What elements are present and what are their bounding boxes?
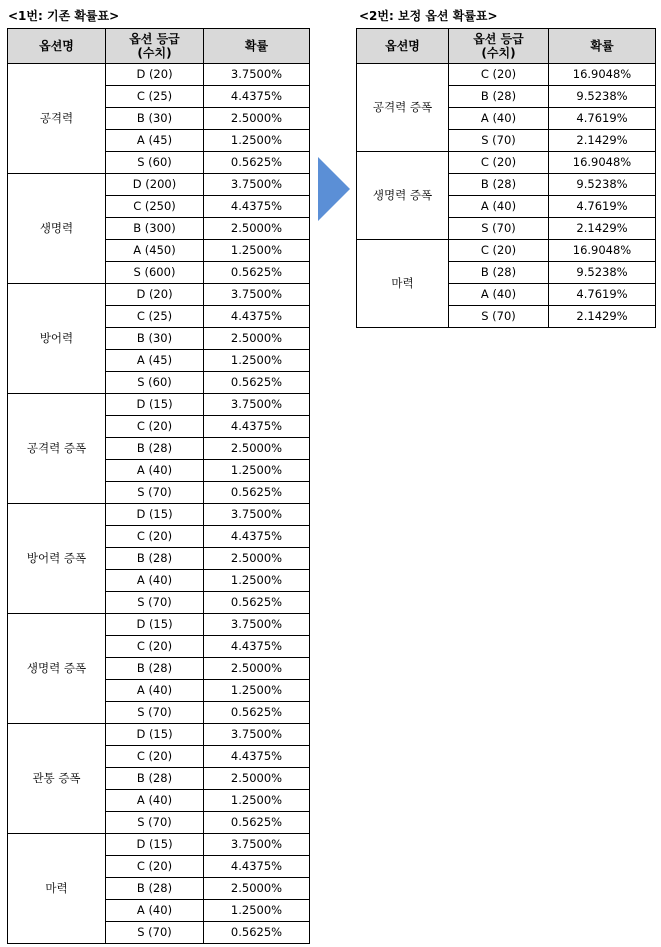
- option-grade-cell: A (40): [106, 900, 204, 922]
- option-grade-cell: D (15): [106, 724, 204, 746]
- probability-cell: 2.1429%: [549, 218, 656, 240]
- probability-cell: 1.2500%: [204, 460, 310, 482]
- option-grade-cell: S (60): [106, 372, 204, 394]
- option-name-cell: 마력: [357, 240, 449, 328]
- option-grade-cell: B (28): [106, 548, 204, 570]
- header-option-grade: 옵션 등급 (수치): [106, 29, 204, 64]
- option-grade-cell: A (40): [106, 460, 204, 482]
- option-grade-cell: C (20): [106, 416, 204, 438]
- option-grade-cell: A (40): [449, 108, 549, 130]
- table-row: [357, 64, 656, 86]
- option-grade-cell: B (28): [449, 262, 549, 284]
- probability-cell: 3.7500%: [204, 504, 310, 526]
- probability-cell: 1.2500%: [204, 570, 310, 592]
- probability-cell: 9.5238%: [549, 174, 656, 196]
- probability-cell: 3.7500%: [204, 174, 310, 196]
- probability-cell: 0.5625%: [204, 152, 310, 174]
- probability-cell: 4.4375%: [204, 856, 310, 878]
- option-grade-cell: B (28): [106, 768, 204, 790]
- table-header-row: [8, 29, 310, 64]
- option-grade-cell: D (15): [106, 504, 204, 526]
- option-grade-cell: A (450): [106, 240, 204, 262]
- probability-cell: 2.5000%: [204, 438, 310, 460]
- probability-cell: 0.5625%: [204, 812, 310, 834]
- option-name-cell: 공격력 증폭: [8, 394, 106, 504]
- option-grade-cell: A (40): [106, 680, 204, 702]
- table-row: [8, 614, 310, 636]
- probability-cell: 4.7619%: [549, 284, 656, 306]
- table-row: [8, 174, 310, 196]
- option-grade-cell: B (28): [449, 174, 549, 196]
- table-row: [8, 394, 310, 416]
- probability-cell: 0.5625%: [204, 372, 310, 394]
- option-name-cell: 관통 증폭: [8, 724, 106, 834]
- header-option-name: 옵션명: [8, 29, 106, 64]
- probability-cell: 1.2500%: [204, 350, 310, 372]
- probability-cell: 0.5625%: [204, 922, 310, 944]
- option-grade-cell: S (70): [106, 922, 204, 944]
- option-grade-cell: A (40): [449, 284, 549, 306]
- option-grade-cell: S (70): [106, 702, 204, 724]
- option-grade-cell: A (40): [449, 196, 549, 218]
- probability-cell: 1.2500%: [204, 790, 310, 812]
- probability-cell: 0.5625%: [204, 262, 310, 284]
- option-grade-cell: C (20): [106, 636, 204, 658]
- option-grade-cell: D (200): [106, 174, 204, 196]
- probability-cell: 4.4375%: [204, 416, 310, 438]
- option-grade-cell: D (20): [106, 64, 204, 86]
- probability-cell: 16.9048%: [549, 152, 656, 174]
- option-grade-cell: B (28): [106, 438, 204, 460]
- option-name-cell: 생명력 증폭: [8, 614, 106, 724]
- table-row: [8, 834, 310, 856]
- header-probability: 확률: [549, 29, 656, 64]
- option-grade-cell: C (20): [449, 152, 549, 174]
- probability-cell: 9.5238%: [549, 262, 656, 284]
- probability-cell: 2.5000%: [204, 328, 310, 350]
- option-grade-cell: D (15): [106, 834, 204, 856]
- probability-cell: 0.5625%: [204, 482, 310, 504]
- probability-cell: 3.7500%: [204, 724, 310, 746]
- probability-cell: 4.4375%: [204, 526, 310, 548]
- option-grade-cell: S (70): [449, 306, 549, 328]
- probability-cell: 16.9048%: [549, 64, 656, 86]
- option-grade-cell: D (15): [106, 394, 204, 416]
- option-grade-cell: C (25): [106, 86, 204, 108]
- option-grade-cell: B (28): [449, 86, 549, 108]
- option-grade-cell: C (20): [106, 526, 204, 548]
- option-grade-cell: B (30): [106, 108, 204, 130]
- option-grade-cell: C (20): [449, 64, 549, 86]
- probability-cell: 0.5625%: [204, 702, 310, 724]
- table-header-row: [357, 29, 656, 64]
- option-grade-cell: A (40): [106, 790, 204, 812]
- adjusted-probability-table: [356, 28, 656, 328]
- probability-cell: 4.4375%: [204, 746, 310, 768]
- option-grade-cell: S (70): [449, 130, 549, 152]
- table-row: [8, 284, 310, 306]
- option-grade-cell: S (70): [449, 218, 549, 240]
- option-grade-cell: B (28): [106, 878, 204, 900]
- option-name-cell: 생명력 증폭: [357, 152, 449, 240]
- table2-title: <2번: 보정 옵션 확률표>: [359, 9, 498, 23]
- option-grade-cell: B (28): [106, 658, 204, 680]
- probability-cell: 16.9048%: [549, 240, 656, 262]
- probability-cell: 2.1429%: [549, 130, 656, 152]
- option-grade-cell: D (15): [106, 614, 204, 636]
- probability-cell: 9.5238%: [549, 86, 656, 108]
- option-name-cell: 공격력: [8, 64, 106, 174]
- option-grade-cell: C (250): [106, 196, 204, 218]
- option-grade-cell: C (20): [106, 856, 204, 878]
- arrow-right-icon: [318, 157, 350, 221]
- probability-cell: 1.2500%: [204, 680, 310, 702]
- probability-cell: 1.2500%: [204, 900, 310, 922]
- probability-cell: 1.2500%: [204, 240, 310, 262]
- option-grade-cell: B (30): [106, 328, 204, 350]
- table-row: [8, 504, 310, 526]
- option-grade-cell: C (25): [106, 306, 204, 328]
- option-grade-cell: C (20): [449, 240, 549, 262]
- option-grade-cell: A (45): [106, 130, 204, 152]
- probability-cell: 3.7500%: [204, 394, 310, 416]
- table-row: [8, 724, 310, 746]
- header-probability: 확률: [204, 29, 310, 64]
- header-option-name: 옵션명: [357, 29, 449, 64]
- probability-cell: 3.7500%: [204, 284, 310, 306]
- table-row: [357, 240, 656, 262]
- option-name-cell: 마력: [8, 834, 106, 944]
- probability-cell: 3.7500%: [204, 64, 310, 86]
- probability-cell: 0.5625%: [204, 592, 310, 614]
- option-grade-cell: S (60): [106, 152, 204, 174]
- option-grade-cell: B (300): [106, 218, 204, 240]
- option-grade-cell: S (600): [106, 262, 204, 284]
- option-name-cell: 공격력 증폭: [357, 64, 449, 152]
- option-grade-cell: S (70): [106, 812, 204, 834]
- probability-cell: 4.7619%: [549, 196, 656, 218]
- probability-cell: 1.2500%: [204, 130, 310, 152]
- probability-cell: 2.5000%: [204, 768, 310, 790]
- option-grade-cell: S (70): [106, 482, 204, 504]
- table1-title: <1번: 기존 확률표>: [8, 9, 120, 23]
- probability-cell: 2.5000%: [204, 108, 310, 130]
- table-row: [8, 64, 310, 86]
- probability-cell: 2.5000%: [204, 548, 310, 570]
- probability-cell: 4.4375%: [204, 86, 310, 108]
- probability-cell: 2.1429%: [549, 306, 656, 328]
- probability-cell: 2.5000%: [204, 878, 310, 900]
- probability-cell: 3.7500%: [204, 614, 310, 636]
- option-name-cell: 방어력: [8, 284, 106, 394]
- base-probability-table: [7, 28, 310, 944]
- option-grade-cell: A (45): [106, 350, 204, 372]
- option-name-cell: 생명력: [8, 174, 106, 284]
- header-option-grade: 옵션 등급 (수치): [449, 29, 549, 64]
- option-grade-cell: A (40): [106, 570, 204, 592]
- probability-cell: 4.7619%: [549, 108, 656, 130]
- probability-cell: 2.5000%: [204, 658, 310, 680]
- probability-cell: 4.4375%: [204, 636, 310, 658]
- probability-cell: 4.4375%: [204, 196, 310, 218]
- probability-cell: 3.7500%: [204, 834, 310, 856]
- option-grade-cell: C (20): [106, 746, 204, 768]
- option-grade-cell: D (20): [106, 284, 204, 306]
- table-row: [357, 152, 656, 174]
- probability-cell: 4.4375%: [204, 306, 310, 328]
- probability-cell: 2.5000%: [204, 218, 310, 240]
- option-name-cell: 방어력 증폭: [8, 504, 106, 614]
- option-grade-cell: S (70): [106, 592, 204, 614]
